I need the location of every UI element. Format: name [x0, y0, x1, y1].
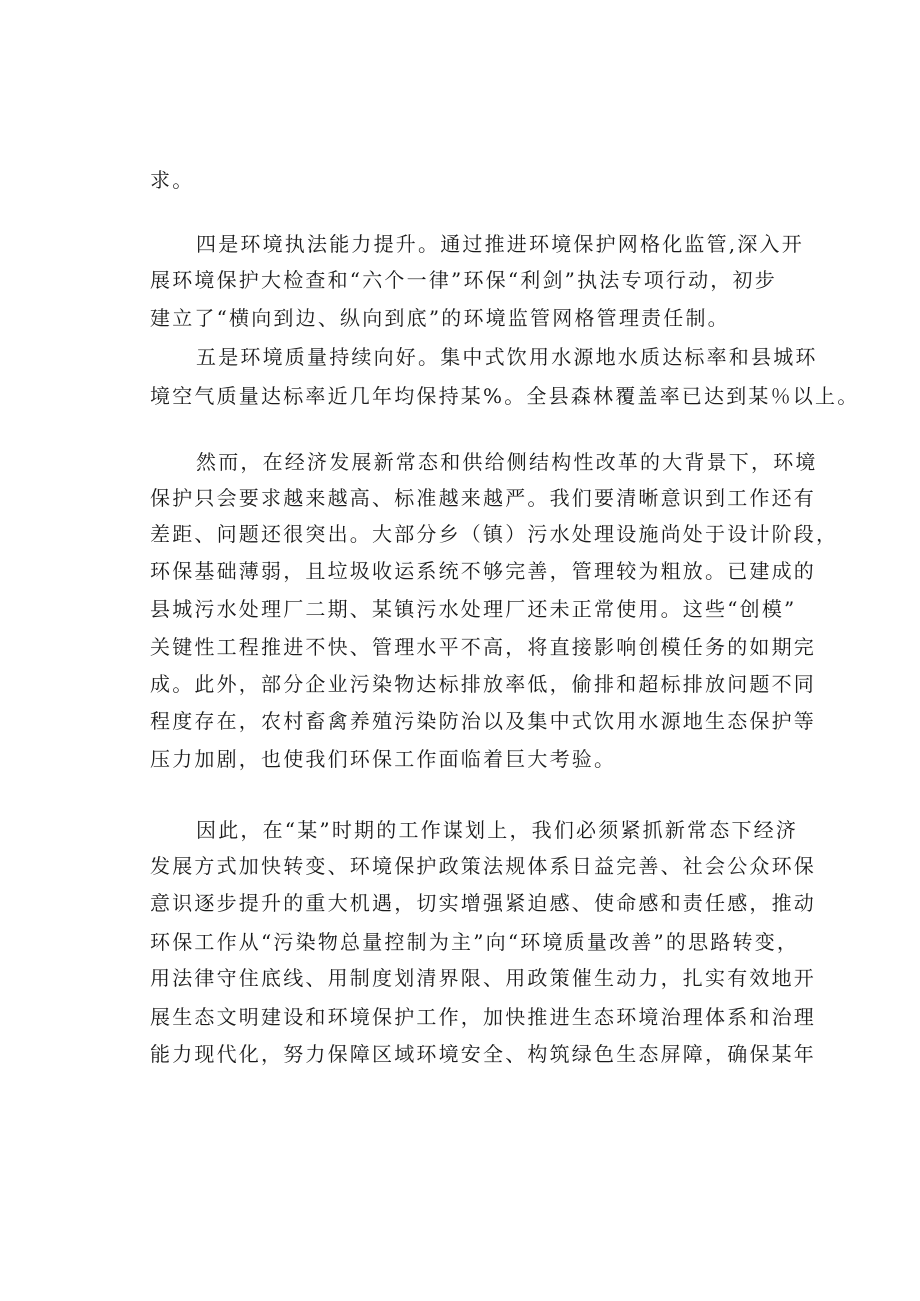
- paragraph-line: 压力加剧，也使我们环保工作面临着巨大考验。: [150, 747, 617, 771]
- paragraph-line: 展环境保护大检查和“六个一律”环保“利剑”执法专项行动，初步: [150, 268, 777, 292]
- paragraph-line: 意识逐步提升的重大机遇，切实增强紧迫感、使命感和责任感，推动: [150, 891, 816, 915]
- paragraph-line: 程度存在，农村畜禽养殖污染防治以及集中式饮用水源地生态保护等: [150, 709, 816, 733]
- paragraph-line: 差距、问题还很突出。大部分乡（镇）污水处理设施尚处于设计阶段，: [150, 522, 839, 546]
- paragraph-line: 发展方式加快转变、环境保护政策法规体系日益完善、社会公众环保: [150, 854, 816, 878]
- paragraph-line: 建立了“横向到边、纵向到底”的环境监管网格管理责任制。: [150, 306, 730, 330]
- paragraph-line: 关键性工程推进不快、管理水平不高，将直接影响创模任务的如期完: [150, 635, 816, 659]
- paragraph-line: 用法律守住底线、用制度划清界限、用政策催生动力，扎实有效地开: [150, 966, 816, 990]
- paragraph-line: 因此，在“某”时期的工作谋划上，我们必须紧抓新常态下经济: [196, 818, 799, 842]
- paragraph-line: 求。: [150, 168, 195, 192]
- paragraph-line: 环保工作从“污染物总量控制为主”向“环境质量改善”的思路转变，: [150, 930, 800, 954]
- paragraph-line: 四是环境执法能力提升。通过推进环境保护网格化监管,深入开: [196, 232, 804, 256]
- paragraph-line: 境空气质量达标率近几年均保持某%。全县森林覆盖率已达到某％以上。: [150, 384, 860, 408]
- paragraph-line: 然而，在经济发展新常态和供给侧结构性改革的大背景下，环境: [196, 450, 818, 474]
- paragraph-line: 环保基础薄弱，且垃圾收运系统不够完善，管理较为粗放。已建成的: [150, 559, 816, 583]
- paragraph-line: 保护只会要求越来越高、标准越来越严。我们要清晰意识到工作还有: [150, 486, 816, 510]
- paragraph-line: 五是环境质量持续向好。集中式饮用水源地水质达标率和县城环: [196, 345, 818, 369]
- paragraph-line: 展生态文明建设和环境保护工作，加快推进生态环境治理体系和治理: [150, 1005, 816, 1029]
- paragraph-line: 成。此外，部分企业污染物达标排放率低，偷排和超标排放问题不同: [150, 672, 816, 696]
- paragraph-line: 县城污水处理厂二期、某镇污水处理厂还未正常使用。这些“创模”: [150, 597, 797, 621]
- paragraph-line: 能力现代化，努力保障区域环境安全、构筑绿色生态屏障，确保某年: [150, 1042, 816, 1066]
